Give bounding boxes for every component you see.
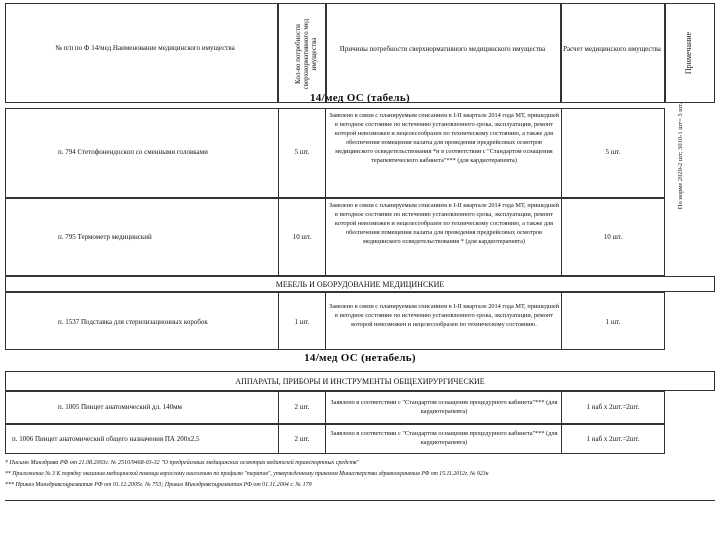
row5-calc: 1 наб х 2шт.=2шт. <box>586 435 640 443</box>
header-calc-text: Расчет медицинского имущества <box>563 45 661 53</box>
row5-qty: 2 шт. <box>294 435 310 443</box>
header-name-text: № п/п по Ф 14/мед Наименование медицинского имущества <box>55 44 235 52</box>
row1-reason: Заявлено в связи с планируемым списанием в I-II квартале 2014 года МТ, пришедшей в негодное состояние по истечению установленного срока, эксплуатации, ремонт которой невозможен и нецелесообразен по техническому состоянию, а также для обеспечения помещения палаты для проведения предрейсовых осмотров медицинского освидетельствования *и в соответствии с "Стандартом оснащения терапевтического кабинета"*** (для кардиотерапевта) <box>328 112 559 164</box>
footnote-2: ** Приложение № 3 К порядку оказания медицинской помощи взрослому населению по профилю "терапия", утвержденному приказом Министерства здравоохранения РФ от 15.11.2012г. № 923н <box>5 471 489 477</box>
row3-reason: Заявлено в связи с планируемым списанием в I-II квартале 2014 года МТ, пришедшей в негодное состояние по истечению установленного срока, эксплуатации, ремонт которой невозможен и нецелесообразен по техническому состоянию. <box>328 303 559 328</box>
row4-calc: 1 наб х 2шт.=2шт. <box>586 403 640 411</box>
row3-name: п. 1537 Подставка для стерилизационных коробок <box>58 318 208 326</box>
section1-note: По норме 2020-2 шт; 3010-1 шт= 3 шт. <box>677 102 684 210</box>
row2-calc: 10 шт. <box>603 233 623 241</box>
header-note-text: Примечание <box>684 31 693 75</box>
row1-calc: 5 шт. <box>605 148 621 156</box>
footnote-1: * Письмо Минздрава РФ от 21.08.2003г. № 2510/9468-03-32 "О предрейсовых медицинских осмотрах водителей транспортных средств" <box>5 460 360 466</box>
row1-name: п. 794 Стетофонендоскоп со сменными головками <box>58 148 208 156</box>
row4-reason: Заявлено в соответствии с "Стандартом оснащения процедурного кабинета"*** (для кардиотерапевта) <box>330 399 558 415</box>
row2-name: п. 795 Термометр медицинский <box>58 233 152 241</box>
row2-reason: Заявлено в связи с планируемым списанием в I-II квартале 2014 года МТ, пришедшей в негодное состояние по истечению установленного срока, эксплуатации, ремонт которой невозможен и нецелесообразен по техническому состоянию, а также для обеспечения помещения палаты для проведения предрейсовых осмотров медицинского освидетельствования * (для кардиотерапевта) <box>328 202 559 245</box>
row3-calc: 1 шт. <box>605 318 621 326</box>
row4-name: п. 1005 Пинцет анатомический дл. 140мм <box>58 403 182 411</box>
footnote-3: *** Приказ Минздравсоцразвития РФ от 01.12.2005г. № 753; Приказ Минздравсоцразвития РФ от 01.11.2004 г. № 179 <box>5 482 312 488</box>
row1-qty: 5 шт. <box>294 148 310 156</box>
row4-qty: 2 шт. <box>294 403 310 411</box>
header-qty-text: Кол-во потребности сверхнормативного мед имущества <box>294 18 318 90</box>
header-reason-text: Причины потребности сверхнормативного медицинского имущества <box>339 45 546 53</box>
header-name-cell <box>5 3 278 103</box>
row5-name: п. 1006 Пинцет анатомический общего назначения ПА 200х2,5 <box>12 435 200 443</box>
category-band-instruments: АППАРАТЫ, ПРИБОРЫ И ИНСТРУМЕНТЫ ОБЩЕХИРУРГИЧЕСКИЕ <box>5 371 715 391</box>
row2-qty: 10 шт. <box>292 233 312 241</box>
section-title-tabel: 14/мед ОС (табель) <box>310 92 410 104</box>
category-band-furniture: МЕБЕЛЬ И ОБОРУДОВАНИЕ МЕДИЦИНСКИЕ <box>5 276 715 292</box>
row5-reason: Заявлено в соответствии с "Стандартом оснащения процедурного кабинета"*** (для кардиотерапевта) <box>330 430 558 446</box>
bottom-rule <box>5 500 715 501</box>
row3-qty: 1 шт. <box>294 318 310 326</box>
section-title-netabel: 14/мед ОС (нетабель) <box>304 352 416 364</box>
